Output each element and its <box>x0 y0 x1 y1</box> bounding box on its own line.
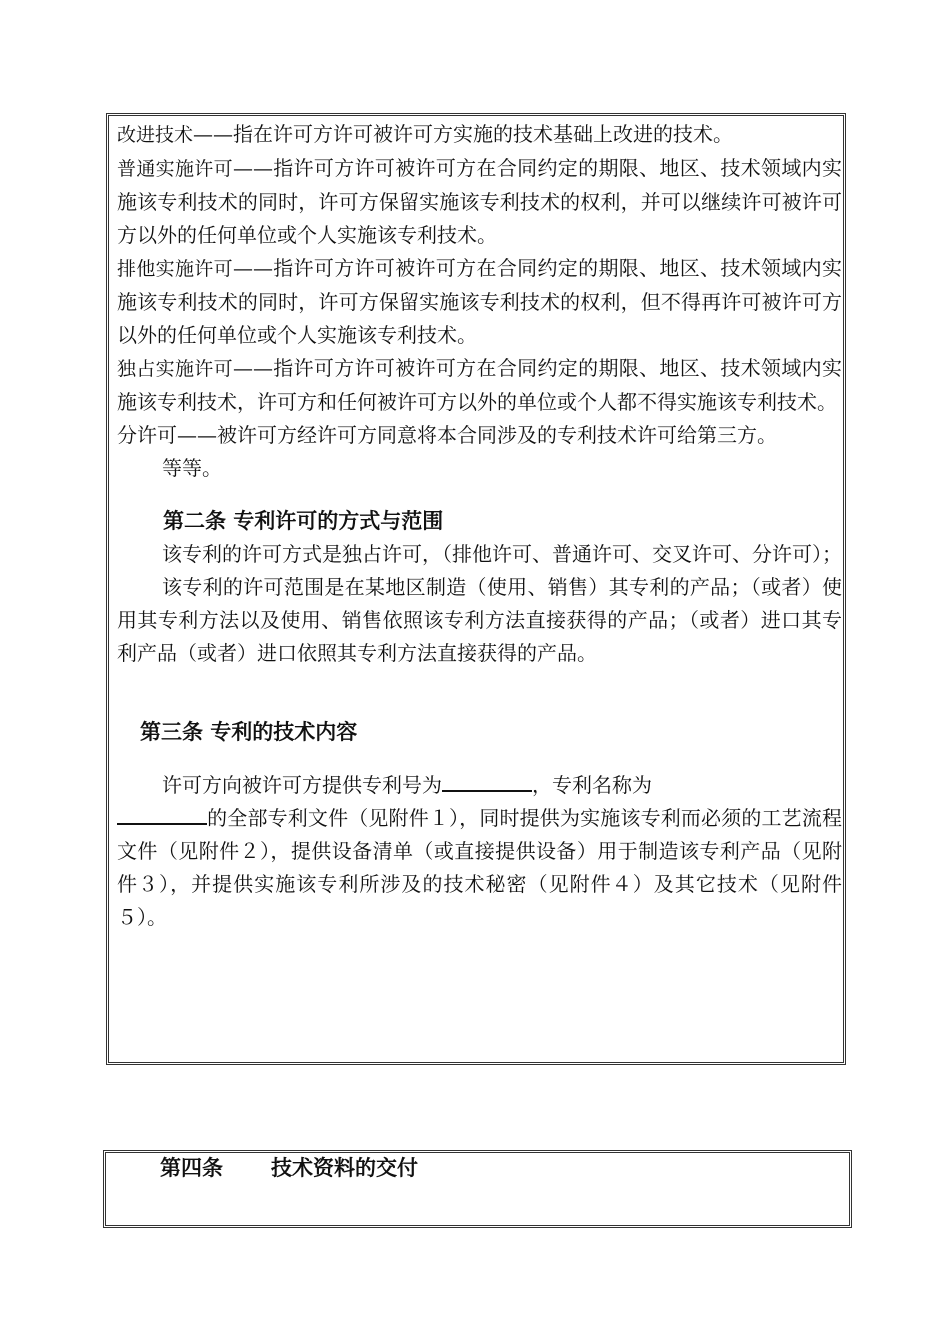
article4-heading: 第四条 技术资料的交付 <box>160 1156 418 1180</box>
article3-heading: 第三条 专利的技术内容 <box>140 720 358 744</box>
article2-para2: 该专利的许可范围是在某地区制造（使用、销售）其专利的产品；（或者）使用其专利方法以及使用、销售依照该专利方法直接获得的产品；（或者）进口其专利产品（或者）进口依照其专利方法直接获得的产品。 <box>117 575 842 665</box>
definition-sub-license: 分许可——被许可方经许可方同意将本合同涉及的专利技术许可给第三方。 <box>117 423 777 447</box>
definition-exclusive-license: 排他实施许可——指许可方许可被许可方在合同约定的期限、地区、技术领域内实施该专利技术的同时，许可方保留实施该专利技术的权利，但不得再许可被许可方以外的任何单位或个人实施该专利技术。 <box>117 256 842 347</box>
definition-etc: 等等。 <box>162 456 222 480</box>
definition-sole-license: 独占实施许可——指许可方许可被许可方在合同约定的期限、地区、技术领域内实施该专利技术，许可方和任何被许可方以外的单位或个人都不得实施该专利技术。 <box>117 356 842 414</box>
document-body <box>117 118 842 934</box>
article2-heading: 第二条 专利许可的方式与范围 <box>163 509 444 533</box>
article2-para1: 该专利的许可方式是独占许可，（排他许可、普通许可、交叉许可、分许可）； <box>162 542 842 566</box>
article3-para: 许可方向被许可方提供专利号为 ，专利名称为 的全部专利文件（见附件１），同时提供为实施该专利而必须的工艺流程文件（见附件２），提供设备清单（或直接提供设备）用于制造该专利产品（见附件３），并提供实施该专利所涉及的技术秘密（见附件４）及其它技术（见附件５）。 <box>117 769 842 934</box>
patent-name-blank[interactable] <box>117 803 207 825</box>
definition-ordinary-license: 普通实施许可——指许可方许可被许可方在合同约定的期限、地区、技术领域内实施该专利技术的同时，许可方保留实施该专利技术的权利，并可以继续许可被许可方以外的任何单位或个人实施该专利技术。 <box>117 156 842 247</box>
patent-number-blank[interactable] <box>442 770 532 792</box>
definition-improved-tech: 改进技术——指在许可方许可被许可方实施的技术基础上改进的技术。 <box>117 122 734 146</box>
